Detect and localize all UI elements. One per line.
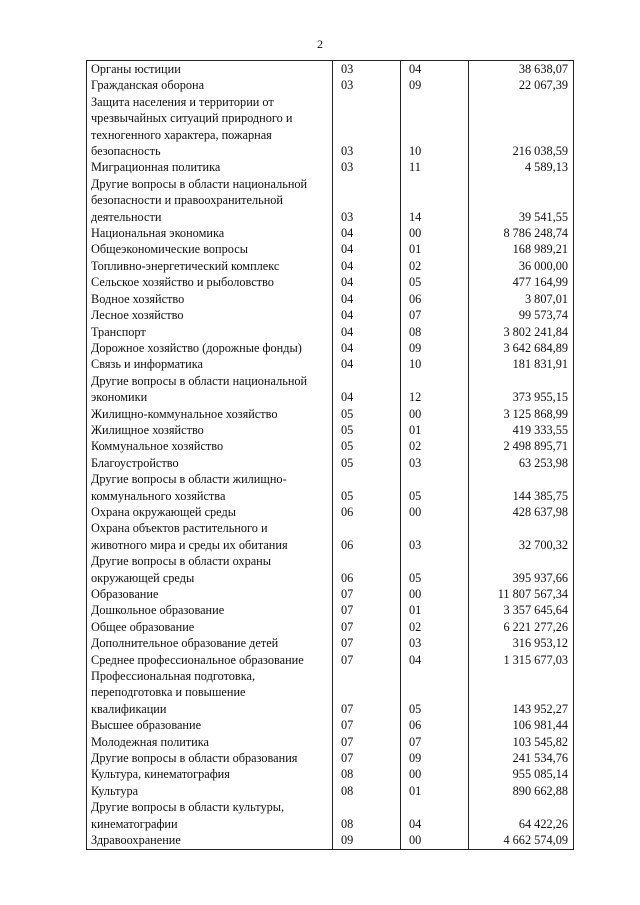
- row-name-line: безопасность: [91, 144, 161, 159]
- amount-cell: 890 662,88: [469, 783, 574, 799]
- table-row: [87, 586, 574, 602]
- amount-cell: 3 802 241,84: [469, 324, 574, 340]
- section-code-cell: 03: [333, 61, 401, 78]
- row-name-cell: [87, 307, 333, 323]
- amount-cell: 143 952,27: [469, 668, 574, 717]
- table-row: [87, 438, 574, 454]
- section-code-cell: 04: [333, 307, 401, 323]
- row-name-line: Дорожное хозяйство (дорожные фонды): [91, 340, 302, 355]
- row-name-line: животного мира и среды их обитания: [91, 537, 288, 552]
- row-name-cell: [87, 324, 333, 340]
- amount-cell: 3 807,01: [469, 291, 574, 307]
- row-name-line: Молодежная политика: [91, 734, 210, 749]
- table-row: [87, 717, 574, 733]
- budget-table-body: [87, 61, 574, 850]
- amount-cell: 395 937,66: [469, 553, 574, 586]
- row-name-line: Благоустройство: [91, 455, 179, 470]
- table-row: [87, 619, 574, 635]
- subsection-code-cell: 00: [401, 586, 469, 602]
- row-name-line: Другие вопросы в области национальной: [91, 373, 308, 388]
- row-name-line: Коммунальное хозяйство: [91, 439, 224, 454]
- section-code-cell: 07: [333, 602, 401, 618]
- row-name-line: квалификации: [91, 701, 167, 716]
- subsection-code-cell: 12: [401, 373, 469, 406]
- row-name-cell: [87, 61, 333, 78]
- table-row: [87, 176, 574, 225]
- subsection-code-cell: 02: [401, 438, 469, 454]
- section-code-cell: 04: [333, 324, 401, 340]
- row-name-cell: [87, 225, 333, 241]
- amount-cell: 241 534,76: [469, 750, 574, 766]
- amount-cell: 2 498 895,71: [469, 438, 574, 454]
- subsection-code-cell: 05: [401, 553, 469, 586]
- row-name-cell: [87, 438, 333, 454]
- amount-cell: 1 315 677,03: [469, 652, 574, 668]
- section-code-cell: 07: [333, 668, 401, 717]
- subsection-code-cell: 07: [401, 307, 469, 323]
- row-name-cell: [87, 766, 333, 782]
- row-name-line: Культура, кинематография: [91, 767, 230, 782]
- amount-cell: 103 545,82: [469, 734, 574, 750]
- table-row: [87, 241, 574, 257]
- amount-cell: 63 253,98: [469, 455, 574, 471]
- table-row: [87, 307, 574, 323]
- row-name-cell: [87, 373, 333, 406]
- table-row: [87, 799, 574, 832]
- row-name-cell: [87, 241, 333, 257]
- section-code-cell: 04: [333, 225, 401, 241]
- row-name-line: Дополнительное образование детей: [91, 636, 279, 651]
- section-code-cell: 05: [333, 471, 401, 504]
- row-name-line: Органы юстиции: [91, 62, 181, 76]
- amount-cell: 4 589,13: [469, 159, 574, 175]
- subsection-code-cell: 02: [401, 258, 469, 274]
- section-code-cell: 05: [333, 406, 401, 422]
- row-name-cell: [87, 455, 333, 471]
- section-code-cell: 05: [333, 455, 401, 471]
- row-name-line: Топливно-энергетический комплекс: [91, 258, 280, 273]
- table-row: [87, 455, 574, 471]
- amount-cell: 106 981,44: [469, 717, 574, 733]
- table-row: [87, 734, 574, 750]
- table-row: [87, 159, 574, 175]
- subsection-code-cell: 02: [401, 619, 469, 635]
- row-name-line: Национальная экономика: [91, 226, 225, 241]
- row-name-line: Жилищное хозяйство: [91, 422, 204, 437]
- row-name-line: Дошкольное образование: [91, 603, 225, 618]
- section-code-cell: 04: [333, 373, 401, 406]
- amount-cell: 64 422,26: [469, 799, 574, 832]
- subsection-code-cell: 01: [401, 602, 469, 618]
- amount-cell: 99 573,74: [469, 307, 574, 323]
- row-name-cell: [87, 750, 333, 766]
- subsection-code-cell: 03: [401, 455, 469, 471]
- row-name-line: Культура: [91, 783, 139, 798]
- table-row: [87, 668, 574, 717]
- table-row: [87, 750, 574, 766]
- budget-table: [86, 60, 574, 850]
- amount-cell: 144 385,75: [469, 471, 574, 504]
- row-name-line: Здравоохранение: [91, 833, 181, 848]
- row-name-line: переподготовка и повышение: [91, 685, 246, 700]
- table-row: [87, 520, 574, 553]
- row-name-line: Другие вопросы в области культуры,: [91, 800, 285, 815]
- row-name-line: коммунального хозяйства: [91, 488, 226, 503]
- subsection-code-cell: 03: [401, 635, 469, 651]
- table-row: [87, 504, 574, 520]
- row-name-line: чрезвычайных ситуаций природного и: [91, 111, 293, 126]
- row-name-cell: [87, 291, 333, 307]
- subsection-code-cell: 10: [401, 356, 469, 372]
- row-name-cell: [87, 159, 333, 175]
- subsection-code-cell: 04: [401, 799, 469, 832]
- amount-cell: 8 786 248,74: [469, 225, 574, 241]
- table-row: [87, 258, 574, 274]
- table-row: [87, 356, 574, 372]
- subsection-code-cell: 00: [401, 504, 469, 520]
- subsection-code-cell: 01: [401, 241, 469, 257]
- row-name-cell: [87, 406, 333, 422]
- page-number: 2: [317, 37, 323, 51]
- row-name-line: Общее образование: [91, 619, 195, 634]
- section-code-cell: 03: [333, 176, 401, 225]
- section-code-cell: 07: [333, 717, 401, 733]
- row-name-line: Жилищно-коммунальное хозяйство: [91, 406, 278, 421]
- section-code-cell: 04: [333, 356, 401, 372]
- section-code-cell: 03: [333, 94, 401, 160]
- row-name-cell: [87, 619, 333, 635]
- section-code-cell: 08: [333, 766, 401, 782]
- subsection-code-cell: 05: [401, 668, 469, 717]
- subsection-code-cell: 08: [401, 324, 469, 340]
- row-name-cell: [87, 799, 333, 832]
- row-name-line: Среднее профессиональное образование: [91, 652, 304, 667]
- subsection-code-cell: 04: [401, 652, 469, 668]
- amount-cell: 3 357 645,64: [469, 602, 574, 618]
- table-row: [87, 635, 574, 651]
- subsection-code-cell: 06: [401, 291, 469, 307]
- row-name-line: Высшее образование: [91, 718, 202, 733]
- row-name-line: Транспорт: [91, 324, 146, 339]
- table-row: [87, 652, 574, 668]
- amount-cell: 36 000,00: [469, 258, 574, 274]
- row-name-cell: [87, 783, 333, 799]
- section-code-cell: 08: [333, 799, 401, 832]
- row-name-cell: [87, 422, 333, 438]
- row-name-line: Охрана объектов растительного и: [91, 521, 268, 536]
- subsection-code-cell: 04: [401, 61, 469, 78]
- row-name-cell: [87, 734, 333, 750]
- table-row: [87, 274, 574, 290]
- row-name-line: Сельское хозяйство и рыболовство: [91, 275, 274, 290]
- table-row: [87, 766, 574, 782]
- subsection-code-cell: 00: [401, 832, 469, 849]
- table-row: [87, 77, 574, 93]
- subsection-code-cell: 07: [401, 734, 469, 750]
- row-name-cell: [87, 356, 333, 372]
- table-row: [87, 373, 574, 406]
- section-code-cell: 06: [333, 504, 401, 520]
- row-name-line: деятельности: [91, 209, 162, 224]
- row-name-cell: [87, 586, 333, 602]
- row-name-cell: [87, 520, 333, 553]
- subsection-code-cell: 10: [401, 94, 469, 160]
- row-name-line: Защита населения и территории от: [91, 94, 274, 109]
- amount-cell: 6 221 277,26: [469, 619, 574, 635]
- row-name-cell: [87, 668, 333, 717]
- subsection-code-cell: 00: [401, 225, 469, 241]
- section-code-cell: 08: [333, 783, 401, 799]
- amount-cell: 419 333,55: [469, 422, 574, 438]
- section-code-cell: 03: [333, 77, 401, 93]
- section-code-cell: 03: [333, 159, 401, 175]
- subsection-code-cell: 01: [401, 422, 469, 438]
- amount-cell: 3 642 684,89: [469, 340, 574, 356]
- row-name-line: Лесное хозяйство: [91, 308, 184, 323]
- amount-cell: 428 637,98: [469, 504, 574, 520]
- subsection-code-cell: 06: [401, 717, 469, 733]
- row-name-line: Связь и информатика: [91, 357, 203, 372]
- subsection-code-cell: 05: [401, 274, 469, 290]
- row-name-cell: [87, 77, 333, 93]
- section-code-cell: 05: [333, 422, 401, 438]
- subsection-code-cell: 01: [401, 783, 469, 799]
- amount-cell: 168 989,21: [469, 241, 574, 257]
- section-code-cell: 09: [333, 832, 401, 849]
- table-row: [87, 61, 574, 78]
- row-name-cell: [87, 553, 333, 586]
- amount-cell: 4 662 574,09: [469, 832, 574, 849]
- row-name-line: экономики: [91, 390, 148, 405]
- subsection-code-cell: 09: [401, 750, 469, 766]
- table-row: [87, 406, 574, 422]
- row-name-cell: [87, 471, 333, 504]
- section-code-cell: 06: [333, 520, 401, 553]
- section-code-cell: 04: [333, 241, 401, 257]
- table-row: [87, 324, 574, 340]
- row-name-line: Образование: [91, 587, 159, 601]
- amount-cell: 216 038,59: [469, 94, 574, 160]
- row-name-cell: [87, 635, 333, 651]
- row-name-cell: [87, 94, 333, 160]
- table-row: [87, 471, 574, 504]
- row-name-line: Другие вопросы в области образования: [91, 751, 298, 766]
- row-name-line: Миграционная политика: [91, 160, 221, 175]
- row-name-line: Профессиональная подготовка,: [91, 669, 256, 684]
- amount-cell: 3 125 868,99: [469, 406, 574, 422]
- row-name-line: Водное хозяйство: [91, 291, 185, 306]
- row-name-cell: [87, 258, 333, 274]
- section-code-cell: 04: [333, 291, 401, 307]
- section-code-cell: 04: [333, 274, 401, 290]
- table-row: [87, 422, 574, 438]
- section-code-cell: 07: [333, 586, 401, 602]
- amount-cell: 316 953,12: [469, 635, 574, 651]
- section-code-cell: 07: [333, 652, 401, 668]
- row-name-cell: [87, 176, 333, 225]
- subsection-code-cell: 09: [401, 77, 469, 93]
- amount-cell: 38 638,07: [469, 61, 574, 78]
- row-name-line: Общеэкономические вопросы: [91, 242, 248, 257]
- section-code-cell: 07: [333, 734, 401, 750]
- table-row: [87, 291, 574, 307]
- row-name-line: окружающей среды: [91, 570, 195, 585]
- row-name-cell: [87, 340, 333, 356]
- amount-cell: 32 700,32: [469, 520, 574, 553]
- amount-cell: 373 955,15: [469, 373, 574, 406]
- subsection-code-cell: 11: [401, 159, 469, 175]
- subsection-code-cell: 00: [401, 406, 469, 422]
- subsection-code-cell: 14: [401, 176, 469, 225]
- table-row: [87, 783, 574, 799]
- amount-cell: 11 807 567,34: [469, 586, 574, 602]
- amount-cell: 181 831,91: [469, 356, 574, 372]
- row-name-cell: [87, 274, 333, 290]
- row-name-line: Охрана окружающей среды: [91, 504, 236, 519]
- row-name-cell: [87, 652, 333, 668]
- amount-cell: 39 541,55: [469, 176, 574, 225]
- section-code-cell: 04: [333, 258, 401, 274]
- section-code-cell: 04: [333, 340, 401, 356]
- table-row: [87, 225, 574, 241]
- amount-cell: 22 067,39: [469, 77, 574, 93]
- row-name-cell: [87, 832, 333, 849]
- section-code-cell: 07: [333, 750, 401, 766]
- section-code-cell: 06: [333, 553, 401, 586]
- table-row: [87, 602, 574, 618]
- section-code-cell: 07: [333, 635, 401, 651]
- subsection-code-cell: 05: [401, 471, 469, 504]
- row-name-line: Гражданская оборона: [91, 78, 205, 93]
- table-row: [87, 553, 574, 586]
- section-code-cell: 05: [333, 438, 401, 454]
- table-row: [87, 340, 574, 356]
- row-name-line: Другие вопросы в области жилищно-: [91, 472, 287, 487]
- row-name-cell: [87, 602, 333, 618]
- amount-cell: 955 085,14: [469, 766, 574, 782]
- section-code-cell: 07: [333, 619, 401, 635]
- row-name-line: безопасности и правоохранительной: [91, 193, 284, 208]
- row-name-cell: [87, 717, 333, 733]
- row-name-line: кинематографии: [91, 816, 178, 831]
- subsection-code-cell: 09: [401, 340, 469, 356]
- table-row: [87, 94, 574, 160]
- row-name-line: Другие вопросы в области охраны: [91, 554, 272, 569]
- table-row: [87, 832, 574, 849]
- amount-cell: 477 164,99: [469, 274, 574, 290]
- subsection-code-cell: 00: [401, 766, 469, 782]
- row-name-cell: [87, 504, 333, 520]
- row-name-line: Другие вопросы в области национальной: [91, 176, 308, 191]
- row-name-line: техногенного характера, пожарная: [91, 127, 272, 142]
- subsection-code-cell: 03: [401, 520, 469, 553]
